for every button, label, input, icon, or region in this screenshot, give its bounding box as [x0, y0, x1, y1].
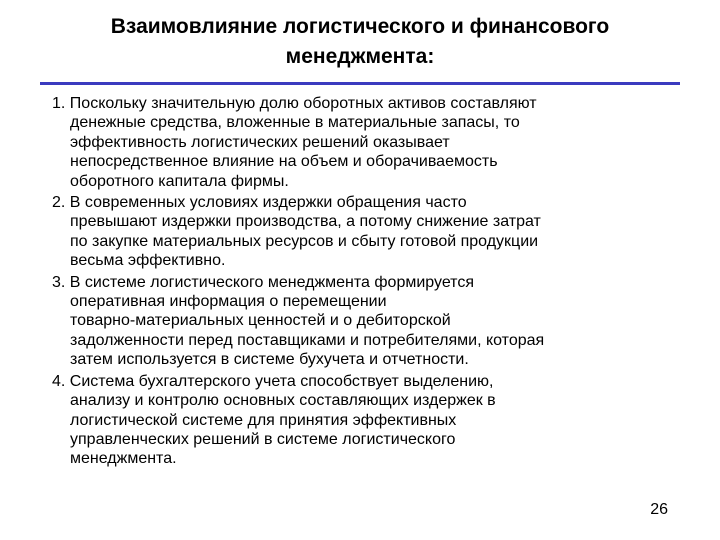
- slide-title-line-2: менеджмента:: [285, 45, 435, 68]
- point-1-line-2: денежные средства, вложенные в материальные запасы, то: [70, 114, 520, 132]
- point-4-line-4: управленческих решений в системе логистического: [70, 430, 456, 448]
- point-3-line-3: товарно-материальных ценностей и о дебиторской: [70, 312, 451, 330]
- point-1-line-1: 1. Поскольку значительную долю оборотных активов составляют: [52, 95, 537, 112]
- point-3-line-5: затем используется в системе бухучета и отчетности.: [70, 351, 469, 369]
- point-4-line-2: анализу и контролю основных составляющих издержек в: [70, 392, 496, 410]
- point-item-1: [52, 94, 672, 191]
- point-2-line-2: превышают издержки производства, а потому снижение затрат: [70, 213, 541, 231]
- point-1-line-3: эффективность логистических решений оказывает: [70, 133, 450, 151]
- point-item-4: [52, 372, 672, 469]
- point-item-3: [52, 273, 672, 370]
- points-list: [52, 94, 672, 471]
- page-number: 26: [650, 501, 668, 518]
- point-4-line-5: менеджмента.: [70, 450, 177, 468]
- point-4-line-3: логистической системе для принятия эффективных: [70, 411, 457, 429]
- point-4-line-1: 4. Система бухгалтерского учета способствует выделению,: [52, 372, 494, 390]
- point-item-2: [52, 193, 672, 271]
- point-2-line-1: 2. В современных условиях издержки обращения часто: [52, 194, 467, 212]
- point-3-line-1: 3. В системе логистического менеджмента формируется: [52, 273, 474, 291]
- point-3-line-4: задолженности перед поставщиками и потребителями, которая: [70, 331, 545, 349]
- slide-title: [40, 12, 680, 72]
- point-2-line-3: по закупке материальных ресурсов и сбыту готовой продукции: [70, 232, 539, 250]
- point-2-line-4: весьма эффективно.: [70, 252, 226, 270]
- slide-title-line-1: Взаимовлияние логистического и финансового: [110, 15, 610, 38]
- point-3-line-2: оперативная информация о перемещении: [70, 293, 387, 311]
- point-1-line-5: оборотного капитала фирмы.: [70, 172, 289, 190]
- point-1-line-4: непосредственное влияние на объем и оборачиваемость: [70, 153, 498, 171]
- title-divider: [40, 82, 680, 85]
